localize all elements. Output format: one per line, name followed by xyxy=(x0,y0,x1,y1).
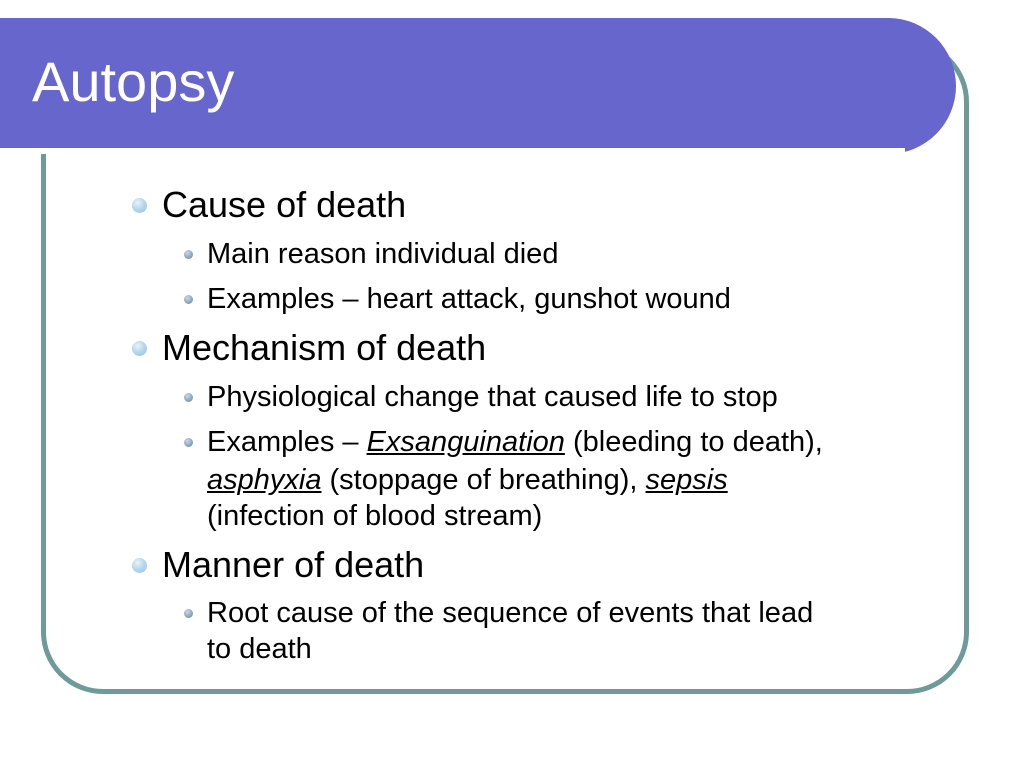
sub-bullet-text: Root cause of the sequence of events that lead xyxy=(207,597,814,629)
sub-bullet-text: Examples – heart attack, gunshot wound xyxy=(207,283,731,315)
slide-title: Autopsy xyxy=(32,50,235,113)
sub-bullet-root-cause xyxy=(207,595,813,631)
desc-sepsis: (infection of blood stream) xyxy=(207,500,543,532)
sub-bullet-physiological-change xyxy=(207,379,778,415)
sub-bullet-icon xyxy=(184,250,193,259)
sub-bullet-icon xyxy=(184,438,193,447)
sub-bullet-text: Physiological change that caused life to stop xyxy=(207,381,778,413)
sub-bullet-cause-examples xyxy=(207,281,731,317)
bullet-cause-of-death xyxy=(162,185,406,225)
desc-exsanguination: (bleeding to death), xyxy=(564,426,823,458)
sub-bullet-icon xyxy=(184,393,193,402)
sub-bullet-root-cause-line2 xyxy=(207,631,312,667)
desc-asphyxia: (stoppage of breathing), xyxy=(321,464,646,496)
sub-bullet-text: Main reason individual died xyxy=(207,238,559,270)
bullet-icon xyxy=(132,198,147,213)
bullet-text: Manner of death xyxy=(162,544,425,585)
sub-bullet-mechanism-examples xyxy=(207,424,823,460)
sub-bullet-icon xyxy=(184,609,193,618)
bullet-icon xyxy=(132,558,147,573)
sub-bullet-main-reason xyxy=(207,236,558,272)
bullet-mechanism-of-death xyxy=(162,328,486,368)
bullet-icon xyxy=(132,341,147,356)
bullet-text: Cause of death xyxy=(162,184,407,225)
term-asphyxia: asphyxia xyxy=(207,464,322,496)
bullet-manner-of-death xyxy=(162,545,424,585)
term-exsanguination: Exsanguination xyxy=(366,426,565,458)
sub-bullet-icon xyxy=(184,295,193,304)
examples-prefix: Examples – xyxy=(207,426,367,458)
sub-bullet-mechanism-examples-line2 xyxy=(207,462,728,498)
sub-bullet-text-continued: to death xyxy=(207,633,312,665)
sub-bullet-mechanism-examples-line3 xyxy=(207,498,542,534)
term-sepsis: sepsis xyxy=(645,464,728,496)
bullet-text: Mechanism of death xyxy=(162,327,487,368)
